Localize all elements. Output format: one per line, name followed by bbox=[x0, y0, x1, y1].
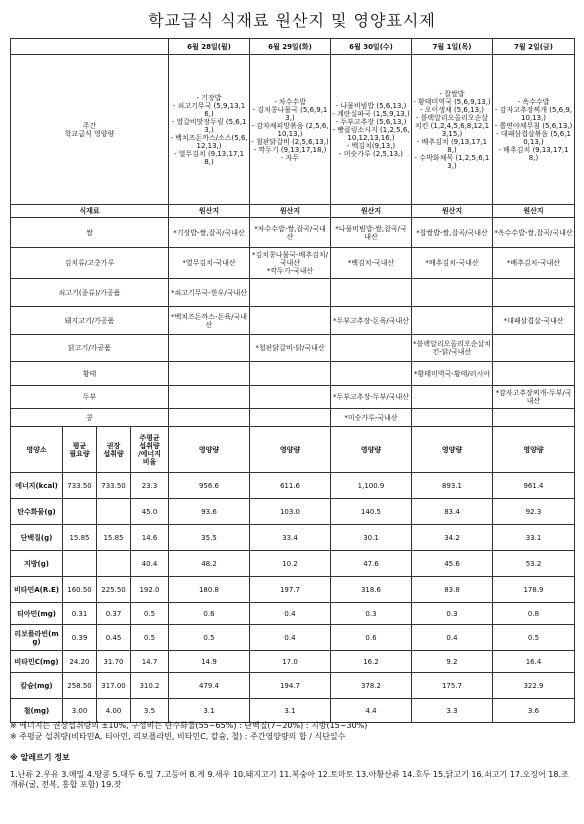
origin-header: 원산지 bbox=[493, 205, 575, 218]
origin-row bbox=[11, 307, 575, 335]
origin-row bbox=[11, 279, 575, 307]
nutrition-row bbox=[11, 673, 575, 699]
recommended-value: 317.00 bbox=[97, 673, 131, 699]
daily-amount: 33.4 bbox=[250, 525, 331, 551]
nutrient-name: 리보플라빈(mg) bbox=[11, 625, 63, 651]
origin-value bbox=[412, 386, 493, 409]
menu-item: - 감자채피망볶음 (2,5,6,10,13,) bbox=[251, 121, 329, 138]
menu-item: - 빵클링소시지 (1,2,5,6,10,12,13,16,) bbox=[332, 125, 410, 142]
menu-item: - 열갈비맛장두림 (5,6,13,) bbox=[171, 117, 247, 134]
origin-header: 원산지 bbox=[250, 205, 331, 218]
daily-amount: 16.4 bbox=[493, 651, 575, 673]
day-menu bbox=[493, 55, 575, 205]
week-header-label: 주간 학교급식 영양량 bbox=[64, 121, 115, 138]
header-label: 평균 필요량 bbox=[69, 441, 90, 458]
menu-item: - 배추김치 (9,13,17,18,) bbox=[498, 145, 569, 162]
origin-value bbox=[250, 248, 331, 279]
nutrition-row bbox=[11, 625, 575, 651]
daily-amount: 45.6 bbox=[412, 551, 493, 577]
header-label: 권장 섭취량 bbox=[103, 441, 124, 458]
avg-need-value bbox=[63, 499, 97, 525]
daily-amount: 0.5 bbox=[169, 625, 250, 651]
weekly-avg-value: 14.6 bbox=[131, 525, 169, 551]
origin-header-row bbox=[11, 205, 575, 218]
daily-amount: 9.2 bbox=[412, 651, 493, 673]
origin-row bbox=[11, 248, 575, 279]
menu-item: - 차수수밥 bbox=[274, 97, 306, 106]
origin-value bbox=[331, 279, 412, 307]
recommended-value: 225.50 bbox=[97, 577, 131, 603]
origin-name: 김치류/고춧가루 bbox=[11, 248, 169, 279]
allergy-list: 1.난류 2.우유 3.메밀 4.땅콩 5.대두 6.밀 7.고등어 8.게 9.새우 10.돼지고기 11.복숭아 12.토마토 13.아황산류 14.호두 15.닭고기 16.쇠고기 17.오징어 18.조개류(굴, 전복, 홍합 포함) 19.잣 bbox=[10, 770, 569, 789]
origin-text: *대패삼겹살-국내산 bbox=[503, 316, 564, 325]
origin-value bbox=[412, 218, 493, 248]
origin-value bbox=[331, 362, 412, 386]
origin-value bbox=[169, 362, 250, 386]
origin-text: *쇠고기무국-한우/국내산 bbox=[170, 288, 247, 297]
origin-value bbox=[412, 248, 493, 279]
origin-text: *배추김치-국내산 bbox=[506, 259, 561, 267]
origin-value bbox=[250, 409, 331, 427]
nutrition-row bbox=[11, 499, 575, 525]
origin-value bbox=[169, 335, 250, 362]
menu-item: - 감자고추장찌개 (5,6,9,10,13,) bbox=[494, 105, 573, 122]
nutrient-name: 칼슘(mg) bbox=[11, 673, 63, 699]
menu-item: - 오이생채 (5,6,13,) bbox=[420, 105, 484, 114]
daily-amount: 318.6 bbox=[331, 577, 412, 603]
menu-item: - 백치즈돈까스/소스(5,6,12,13,) bbox=[170, 133, 248, 150]
amount-header: 영양량 bbox=[412, 427, 493, 473]
daily-amount: 53.2 bbox=[493, 551, 575, 577]
daily-amount: 30.1 bbox=[331, 525, 412, 551]
weekly-avg-value: 310.2 bbox=[131, 673, 169, 699]
nutrient-name: 에너지(kcal) bbox=[11, 473, 63, 499]
origin-value bbox=[169, 307, 250, 335]
nutrition-row bbox=[11, 699, 575, 723]
nutrition-header-avg_need bbox=[63, 427, 97, 473]
origin-value bbox=[169, 218, 250, 248]
origin-value bbox=[250, 362, 331, 386]
nutrient-name: 비타민A(R.E) bbox=[11, 577, 63, 603]
daily-amount: 14.9 bbox=[169, 651, 250, 673]
daily-amount: 0.4 bbox=[250, 625, 331, 651]
daily-amount: 3.1 bbox=[250, 699, 331, 723]
origin-text: *배추김치-국내산 bbox=[425, 259, 479, 267]
weekly-avg-value: 45.0 bbox=[131, 499, 169, 525]
corner-cell bbox=[11, 39, 169, 55]
origin-text: *감자고추장찌개-두부/국내산 bbox=[495, 389, 572, 405]
weekly-avg-value: 3.5 bbox=[131, 699, 169, 723]
nutrition-row bbox=[11, 473, 575, 499]
origin-name: 쌀 bbox=[11, 218, 169, 248]
origin-value bbox=[412, 335, 493, 362]
origin-value bbox=[493, 307, 575, 335]
nutrition-row bbox=[11, 651, 575, 673]
daily-amount: 0.3 bbox=[331, 603, 412, 625]
daily-amount: 611.6 bbox=[250, 473, 331, 499]
origin-name: 닭고기/가공품 bbox=[11, 335, 169, 362]
daily-amount: 35.5 bbox=[169, 525, 250, 551]
daily-amount: 4.4 bbox=[331, 699, 412, 723]
origin-text: *두부고추장-돈육/국내산 bbox=[332, 316, 409, 325]
origin-value bbox=[331, 248, 412, 279]
nutrient-name: 철(mg) bbox=[11, 699, 63, 723]
origin-value bbox=[412, 279, 493, 307]
origin-value bbox=[250, 335, 331, 362]
daily-amount: 180.8 bbox=[169, 577, 250, 603]
ingredient-header: 식재료 bbox=[11, 205, 169, 218]
daily-amount: 3.3 bbox=[412, 699, 493, 723]
nutrient-name: 탄수화물(g) bbox=[11, 499, 63, 525]
origin-value bbox=[412, 409, 493, 427]
nutrition-header-row bbox=[11, 427, 575, 473]
origin-value bbox=[250, 307, 331, 335]
menu-item: - 나물비빔밥 (5,6,13,) bbox=[335, 101, 407, 110]
menu-item: - 깍두기 (9,13,17,18,) bbox=[253, 145, 327, 154]
origin-header: 원산지 bbox=[169, 205, 250, 218]
weekly-avg-value: 0.5 bbox=[131, 603, 169, 625]
daily-amount: 83.8 bbox=[412, 577, 493, 603]
daily-amount: 3.6 bbox=[493, 699, 575, 723]
menu-item: - 자두 bbox=[280, 153, 300, 162]
origin-value bbox=[169, 279, 250, 307]
day-date: 7월 1일(목) bbox=[412, 39, 493, 55]
daily-amount: 322.9 bbox=[493, 673, 575, 699]
origin-value bbox=[169, 386, 250, 409]
daily-amount: 16.2 bbox=[331, 651, 412, 673]
origin-name: 콩 bbox=[11, 409, 169, 427]
origin-value bbox=[331, 307, 412, 335]
daily-amount: 3.1 bbox=[169, 699, 250, 723]
header-label: 영양소 bbox=[26, 445, 47, 454]
weekly-avg-value: 192.0 bbox=[131, 577, 169, 603]
origin-text: *열무김치-국내산 bbox=[182, 259, 236, 267]
avg-need-value: 258.50 bbox=[63, 673, 97, 699]
nutrient-name: 비타민C(mg) bbox=[11, 651, 63, 673]
origin-text: *차수수밥-쌀,잡곡/국내산 bbox=[254, 224, 326, 241]
menu-item: - 김치콩나물국 (5,6,9,13,) bbox=[252, 105, 328, 122]
daily-amount: 178.9 bbox=[493, 577, 575, 603]
daily-amount: 956.6 bbox=[169, 473, 250, 499]
amount-header: 영양량 bbox=[493, 427, 575, 473]
recommended-value bbox=[97, 499, 131, 525]
origin-name: 두부 bbox=[11, 386, 169, 409]
avg-need-value: 0.39 bbox=[63, 625, 97, 651]
origin-row bbox=[11, 409, 575, 427]
menu-item: - 찹쌀밥 bbox=[439, 89, 465, 98]
header-label: 주평균 섭취량 /에너지 비율 bbox=[138, 433, 161, 466]
amount-header: 영양량 bbox=[169, 427, 250, 473]
origin-value bbox=[331, 386, 412, 409]
origin-value bbox=[493, 248, 575, 279]
origin-value bbox=[331, 409, 412, 427]
daily-amount: 893.1 bbox=[412, 473, 493, 499]
menu-item: - 두부고추장 (5,6,13,) bbox=[335, 117, 407, 126]
nutrition-row bbox=[11, 603, 575, 625]
weekly-avg-value: 14.7 bbox=[131, 651, 169, 673]
day-date: 6월 29일(화) bbox=[250, 39, 331, 55]
origin-row bbox=[11, 335, 575, 362]
daily-amount: 197.7 bbox=[250, 577, 331, 603]
avg-need-value: 160.50 bbox=[63, 577, 97, 603]
avg-need-value: 733.50 bbox=[63, 473, 97, 499]
daily-amount: 0.5 bbox=[493, 625, 575, 651]
menu-item: - 황태미역국 (5,6,9,13,) bbox=[413, 97, 491, 106]
origin-value bbox=[250, 218, 331, 248]
daily-amount: 0.6 bbox=[169, 603, 250, 625]
nutrient-name: 티아민(mg) bbox=[11, 603, 63, 625]
recommended-value: 31.70 bbox=[97, 651, 131, 673]
daily-amount: 0.4 bbox=[412, 625, 493, 651]
daily-amount: 34.2 bbox=[412, 525, 493, 551]
origin-value bbox=[493, 335, 575, 362]
daily-amount: 194.7 bbox=[250, 673, 331, 699]
nutrition-header-recommended bbox=[97, 427, 131, 473]
page-title: 학교급식 식재료 원산지 및 영양표시제 bbox=[148, 11, 436, 30]
recommended-value: 4.00 bbox=[97, 699, 131, 723]
avg-need-value: 15.85 bbox=[63, 525, 97, 551]
daily-amount: 17.0 bbox=[250, 651, 331, 673]
daily-amount: 378.2 bbox=[331, 673, 412, 699]
origin-text: *기장밥-쌀,잡곡/국내산 bbox=[173, 228, 245, 237]
origin-value bbox=[493, 386, 575, 409]
origin-text: *백김치-국내산 bbox=[347, 259, 395, 267]
menu-item: - 미숫가루 (2,5,13,) bbox=[339, 149, 403, 158]
daily-amount: 1,100.9 bbox=[331, 473, 412, 499]
menu-item: - 배추김치 (9,13,17,18,) bbox=[416, 137, 488, 154]
daily-amount: 93.6 bbox=[169, 499, 250, 525]
origin-value bbox=[169, 409, 250, 427]
recommended-value: 0.37 bbox=[97, 603, 131, 625]
week-header bbox=[11, 55, 169, 205]
origin-name: 황태 bbox=[11, 362, 169, 386]
day-menu bbox=[412, 55, 493, 205]
origin-header: 원산지 bbox=[412, 205, 493, 218]
origin-value bbox=[250, 279, 331, 307]
daily-amount: 103.0 bbox=[250, 499, 331, 525]
origin-value bbox=[493, 409, 575, 427]
nutrient-name: 지방(g) bbox=[11, 551, 63, 577]
weekly-avg-value: 40.4 bbox=[131, 551, 169, 577]
weekly-avg-note: ※ 주평균 섭취량(비타민A, 티아민, 리보플라빈, 비타민C, 칼슘, 철) : 주간영양량의 합 / 식단일수 bbox=[10, 732, 346, 741]
amount-header: 영양량 bbox=[331, 427, 412, 473]
day-date: 7월 2일(금) bbox=[493, 39, 575, 55]
day-menu bbox=[169, 55, 250, 205]
date-header-row bbox=[11, 39, 575, 55]
avg-need-value: 24.20 bbox=[63, 651, 97, 673]
daily-amount: 48.2 bbox=[169, 551, 250, 577]
daily-amount: 83.4 bbox=[412, 499, 493, 525]
menu-item: - 기장밥 bbox=[196, 93, 222, 102]
menu-item: - 쇠고기무국 (5,9,13,16,) bbox=[172, 101, 246, 118]
daily-amount: 479.4 bbox=[169, 673, 250, 699]
energy-note: ※ 에너지는 권장섭취량의 ±10%, 구성비는 탄수화물(55~65%) : 단백질(7~20%) : 지방(15~30%) bbox=[10, 721, 368, 730]
daily-amount: 92.3 bbox=[493, 499, 575, 525]
daily-amount: 0.3 bbox=[412, 603, 493, 625]
menu-item: - 블랙알리오올리오순살치킨 (1,2,4,5,6,8,12,13,15,) bbox=[414, 113, 490, 138]
daily-amount: 175.7 bbox=[412, 673, 493, 699]
origin-row bbox=[11, 362, 575, 386]
origin-value bbox=[493, 218, 575, 248]
origin-name: 쇠고기(종류)/가공품 bbox=[11, 279, 169, 307]
origin-row bbox=[11, 386, 575, 409]
origin-text: *미숫가루-국내산 bbox=[344, 413, 398, 422]
menu-item: - 열무김치 (9,13,17,18,) bbox=[173, 149, 245, 166]
menu-item: - 쫄면야채무침 (5,6,13,) bbox=[494, 121, 573, 130]
origin-name: 돼지고기/가공품 bbox=[11, 307, 169, 335]
daily-amount: 140.5 bbox=[331, 499, 412, 525]
origin-text: *블랙알리오올리오순살치킨-닭/국내산 bbox=[413, 340, 491, 356]
menu-item: - 철판닭갈비 (2,5,6,13,) bbox=[251, 137, 329, 146]
origin-header: 원산지 bbox=[331, 205, 412, 218]
allergy-title: ※ 알레르기 정보 bbox=[10, 753, 70, 762]
origin-value bbox=[331, 218, 412, 248]
daily-amount: 33.1 bbox=[493, 525, 575, 551]
origin-value bbox=[331, 335, 412, 362]
origin-text: *철판닭갈비-닭/국내산 bbox=[255, 344, 325, 352]
nutrition-origin-table bbox=[10, 38, 575, 723]
menu-item: - 대패삼겹살볶음 (5,6,10,13,) bbox=[496, 129, 571, 146]
daily-amount: 961.4 bbox=[493, 473, 575, 499]
daily-amount: 0.4 bbox=[250, 603, 331, 625]
nutrient-name: 단백질(g) bbox=[11, 525, 63, 551]
day-menu bbox=[331, 55, 412, 205]
origin-text: *옥수수밥-쌀,잡곡/국내산 bbox=[494, 228, 573, 237]
menu-item: - 옥수수밥 bbox=[517, 97, 550, 106]
weekly-avg-value: 23.3 bbox=[131, 473, 169, 499]
origin-text: *두부고추장-두부/국내산 bbox=[332, 393, 409, 401]
recommended-value: 0.45 bbox=[97, 625, 131, 651]
daily-amount: 10.2 bbox=[250, 551, 331, 577]
origin-value bbox=[412, 307, 493, 335]
origin-value bbox=[412, 362, 493, 386]
daily-amount: 0.8 bbox=[493, 603, 575, 625]
menu-item: - 수박화채묵 (1,2,5,6,13,) bbox=[414, 153, 490, 170]
recommended-value bbox=[97, 551, 131, 577]
recommended-value: 733.50 bbox=[97, 473, 131, 499]
nutrition-row bbox=[11, 551, 575, 577]
origin-row bbox=[11, 218, 575, 248]
origin-text: *찹쌀밥-쌀,잡곡/국내산 bbox=[416, 228, 488, 237]
menu-row bbox=[11, 55, 575, 205]
origin-text: *황태미역국-황태/러시아 bbox=[413, 369, 490, 378]
menu-item: - 계란실파국 (1,5,9,13,) bbox=[332, 109, 410, 118]
nutrition-row bbox=[11, 577, 575, 603]
nutrition-header-weekly_avg bbox=[131, 427, 169, 473]
nutrition-header-nutrient bbox=[11, 427, 63, 473]
amount-header: 영양량 bbox=[250, 427, 331, 473]
daily-amount: 0.6 bbox=[331, 625, 412, 651]
avg-need-value bbox=[63, 551, 97, 577]
origin-text: *김치콩나물국-배추김치/국내산 *깍두기-국내산 bbox=[251, 251, 328, 275]
origin-value bbox=[169, 248, 250, 279]
weekly-avg-value: 0.5 bbox=[131, 625, 169, 651]
origin-value bbox=[250, 386, 331, 409]
avg-need-value: 0.31 bbox=[63, 603, 97, 625]
origin-text: *백치즈돈까스-돈육/국내산 bbox=[170, 312, 247, 329]
day-menu bbox=[250, 55, 331, 205]
day-date: 6월 28일(월) bbox=[169, 39, 250, 55]
nutrition-row bbox=[11, 525, 575, 551]
avg-need-value: 3.00 bbox=[63, 699, 97, 723]
origin-value bbox=[493, 362, 575, 386]
recommended-value: 15.85 bbox=[97, 525, 131, 551]
daily-amount: 47.6 bbox=[331, 551, 412, 577]
origin-value bbox=[493, 279, 575, 307]
day-date: 6월 30일(수) bbox=[331, 39, 412, 55]
origin-text: *나물비빔밥-쌀,잡곡/국내산 bbox=[335, 224, 407, 241]
menu-item: - 백김치(9,13,) bbox=[346, 141, 396, 150]
